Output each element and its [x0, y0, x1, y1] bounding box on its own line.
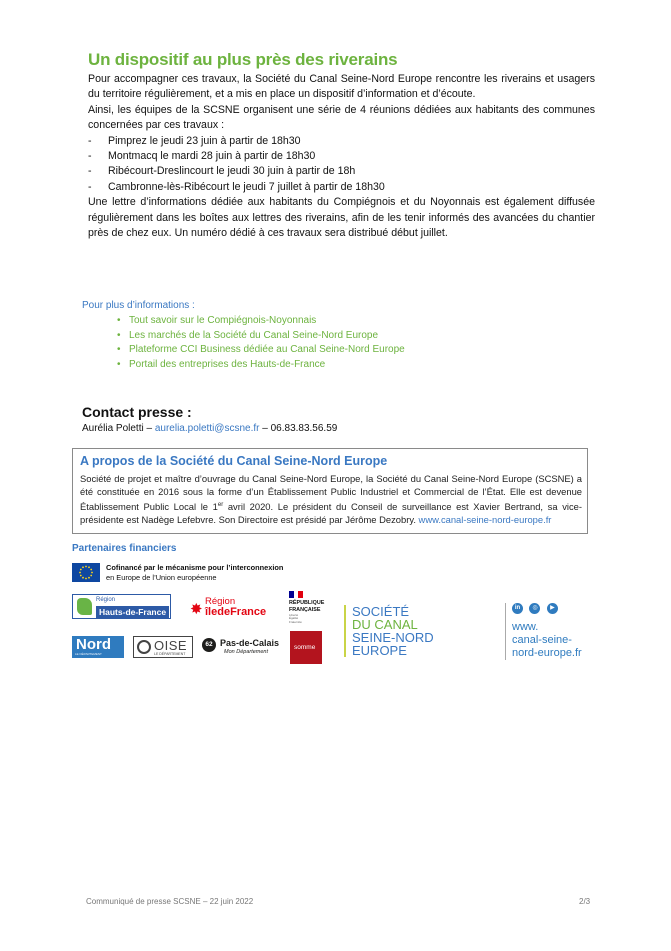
- info-link-item[interactable]: [117, 343, 405, 358]
- about-text-sup: er: [217, 501, 224, 508]
- about-box: [72, 448, 588, 534]
- oise-name: OISE: [154, 638, 188, 653]
- somme-name: somme: [294, 644, 316, 651]
- pdc-number-badge: 62: [202, 638, 216, 652]
- meeting-item: - Pimprez le jeudi 23 juin à partir de 18h30: [88, 134, 595, 149]
- contact-phone: – 06.83.83.56.59: [259, 423, 338, 434]
- website-link[interactable]: [512, 621, 582, 660]
- page-number: 2/3: [579, 897, 591, 906]
- web-block: [505, 603, 582, 660]
- rf-line-2: FRANÇAISE: [289, 606, 321, 613]
- idf-line-2: îledeFrance: [205, 606, 267, 618]
- social-icons: [512, 603, 582, 617]
- bullet-icon: •: [117, 315, 121, 326]
- hdf-name: Hauts-de-France: [96, 606, 169, 618]
- bullet-icon: •: [117, 358, 121, 370]
- about-title: A propos de la Société du Canal Seine-Nord Europe: [80, 454, 388, 468]
- scsne-logo-line-2: DU CANAL: [352, 617, 418, 632]
- eu-line-2: en Europe de l’Union européenne: [106, 573, 217, 582]
- oise-logo: [133, 636, 193, 658]
- somme-logo: [290, 631, 322, 664]
- eu-flag-icon: [72, 563, 100, 582]
- meetings-intro: Ainsi, les équipes de la SCSNE organisent une série de 4 réunions dédiées aux habitants des communes concernées par ces travaux :: [88, 103, 595, 132]
- more-info: [82, 300, 405, 372]
- contact-line: [82, 423, 337, 434]
- linkedin-icon[interactable]: in: [512, 603, 523, 614]
- rf-name: [289, 600, 324, 613]
- nord-sub: LE DÉPARTEMENT: [75, 652, 102, 656]
- pdc-sub: Mon Département: [224, 649, 269, 655]
- scsne-logo-line-3: SEINE-NORD: [352, 630, 434, 645]
- pdc-name: Pas-de-Calais: [220, 638, 280, 648]
- contact-email-link[interactable]: aurelia.poletti@scsne.fr: [154, 423, 260, 434]
- eu-cofinancing-text: [106, 563, 283, 583]
- intro-paragraph: Pour accompagner ces travaux, la Société du Canal Seine-Nord Europe rencontre les riverains et usagers du territoire régulièrement, et a mis en place un dispositif d’information et d’écoute.: [88, 73, 595, 101]
- info-link[interactable]: Plateforme CCI Business dédiée au Canal Seine-Nord Europe: [129, 344, 405, 356]
- newsletter-paragraph: Une lettre d’informations dédiée aux habitants du Compiégnois et du Noyonnais est également diffusée régulièrement dans les boîtes aux lettres des riverains, afin de les tenir informés des avancées du chantier près de chez eux. Un numéro dédié à ces travaux sera distribué début juillet.: [88, 196, 595, 240]
- scsne-logo-line-1: SOCIÉTÉ: [352, 604, 410, 619]
- meeting-item: - Montmacq le mardi 28 juin à partir de 18h30: [88, 149, 595, 164]
- about-text-part-1: Société de projet et maître d’ouvrage du Canal Seine-Nord Europe, la Société du Canal Seine-Nord Europe (SCSNE) a été constituée en 2016 sous la forme d’un Établissement Public Industriel et Commercial de l’État. Elle est devenue Établissement Public Local le 1: [80, 473, 582, 512]
- meeting-item: - Cambronne-lès-Ribécourt le jeudi 7 juillet à partir de 18h30: [88, 180, 595, 195]
- republique-francaise-logo: [289, 591, 333, 625]
- nord-name: Nord: [76, 636, 111, 653]
- website-line-3: nord-europe.fr: [512, 647, 582, 659]
- website-line-1: www.: [512, 621, 539, 633]
- scsne-logo-line-4: EUROPE: [352, 643, 407, 658]
- hauts-de-france-logo: [72, 594, 171, 619]
- footer-text: Communiqué de presse SCSNE – 22 juin 2022: [86, 897, 254, 906]
- instagram-icon[interactable]: ◎: [529, 603, 540, 614]
- about-text: [80, 472, 582, 527]
- pas-de-calais-logo: [202, 638, 284, 660]
- rf-motto-1: Liberté: [289, 613, 299, 617]
- about-text-part-2: avril 2020. Le président du Conseil de surveillance est Xavier Bertrand, sa vice-présidente est Nadège Lefebvre. Son Directoire est présidé par Jérôme Dezobry.: [80, 500, 582, 526]
- oise-sub: LE DÉPARTEMENT: [154, 652, 186, 656]
- rf-motto-3: Fraternité: [289, 619, 302, 624]
- idf-line-1: Région: [205, 596, 236, 607]
- info-link[interactable]: Portail des entreprises des Hauts-de-France: [129, 358, 326, 370]
- french-flag-icon: [289, 591, 303, 598]
- rf-motto-2: Égalité: [289, 616, 299, 621]
- eu-line-1: Cofinancé par le mécanisme pour l’interconnexion: [106, 563, 284, 572]
- rf-motto: [289, 614, 302, 624]
- hdf-map-icon: [77, 598, 92, 615]
- oise-circle-icon: [137, 640, 151, 654]
- about-website-link[interactable]: www.canal-seine-nord-europe.fr: [418, 514, 552, 526]
- ile-de-france-logo: [190, 594, 272, 624]
- info-link[interactable]: Les marchés de la Société du Canal Seine-Nord Europe: [129, 329, 379, 341]
- more-info-links: [82, 314, 405, 372]
- contact-name: Aurélia Poletti –: [82, 423, 155, 434]
- contact-title: Contact presse :: [82, 404, 192, 420]
- youtube-icon[interactable]: ▶: [547, 603, 558, 614]
- hdf-label: Région: [96, 597, 116, 603]
- section-title: Un dispositif au plus près des riverains: [88, 50, 398, 69]
- bullet-icon: •: [117, 344, 121, 356]
- rf-line-1: RÉPUBLIQUE: [289, 600, 325, 606]
- meetings-list: [88, 134, 595, 196]
- info-link[interactable]: Tout savoir sur le Compiégnois-Noyonnais: [129, 315, 317, 326]
- info-link-item[interactable]: [117, 329, 405, 344]
- info-link-item[interactable]: [117, 314, 405, 329]
- meeting-item: - Ribécourt-Dreslincourt le jeudi 30 juin à partir de 18h: [88, 164, 595, 179]
- section-body: [88, 72, 595, 241]
- info-link-item[interactable]: [117, 358, 405, 373]
- idf-star-icon: ✸: [190, 601, 203, 618]
- bullet-icon: •: [117, 329, 121, 341]
- more-info-title: Pour plus d’informations :: [82, 300, 195, 311]
- website-line-2: canal-seine-: [512, 634, 572, 646]
- partners-title: Partenaires financiers: [72, 543, 177, 554]
- scsne-logo: [344, 605, 434, 657]
- nord-logo: [72, 636, 124, 658]
